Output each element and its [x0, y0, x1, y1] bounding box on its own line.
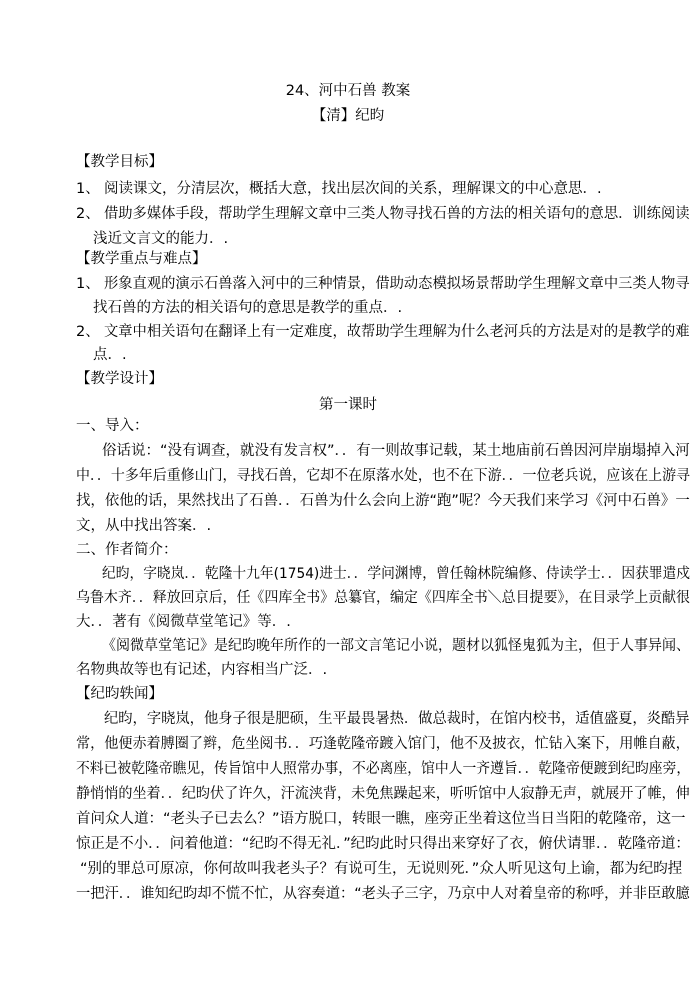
- anecdote-line-2: 常，他便赤着膊圈了辫，危坐阅书．．巧逢乾隆帝踱入馆门，他不及披衣，忙钻入案下，用帷自蔽，: [76, 736, 690, 752]
- keypoints-item-1-text: 形象直观的演示石兽落入河中的三种情景，借助动态模拟场景帮助学生理解文章中三类人物寻: [104, 276, 690, 292]
- anecdote-line-6: 惊正是不小．．问着他道：“纪昀不得无礼．”纪昀此时只得出来穿好了衣，俯伏请罪．．乾隆帝道：: [76, 836, 690, 852]
- goals-item-1-number: 1、: [76, 181, 100, 197]
- keypoints-item-1-continuation: 找石兽的方法的相关语句的意思是教学的重点．.: [93, 300, 403, 316]
- intro-line-1: 俗话说：“没有调查，就没有发言权”．．有一则故事记载，某土地庙前石兽因河岸崩塌掉入河: [102, 443, 690, 459]
- keypoints-item-1-number: 1、: [76, 276, 100, 292]
- anecdote-line-8: 一把汗．．谁知纪昀却不慌不忙，从容奏道：“老头子三字，乃京中人对着皇帝的称呼，并非臣敢臆: [76, 886, 690, 902]
- goals-item-1-text: 阅读课文，分清层次，概括大意，找出层次间的关系，理解课文的中心意思．.: [104, 181, 602, 197]
- keypoints-item-2-number: 2、: [76, 324, 100, 340]
- anecdote-line-4: 静悄悄的坐着．．纪昀伏了许久，汗流浃背，未免焦躁起来，听听馆中人寂静无声，就展开了帷，伸: [76, 786, 690, 802]
- keypoints-item-2-continuation: 点．.: [93, 347, 127, 363]
- keypoints-heading: 【教学重点与难点】: [76, 251, 207, 267]
- design-heading: 【教学设计】: [76, 371, 163, 387]
- author-intro-line-3: 大．．著有《阅微草堂笔记》等．.: [76, 614, 291, 630]
- keypoints-item-2-text: 文章中相关语句在翻译上有一定难度，故帮助学生理解为什么老河兵的方法是对的是教学的难: [104, 324, 690, 340]
- goals-heading: 【教学目标】: [76, 154, 163, 170]
- goals-item-2-number: 2、: [76, 206, 100, 222]
- author-intro-line-2: 乌鲁木齐．．释放回京后，任《四库全书》总纂官，编定《四库全书＼总目提要》，在目录学上贡献很: [76, 590, 691, 606]
- intro-line-3: 找，依他的话，果然找出了石兽．．石兽为什么会向上游“跑”呢？今天我们来学习《河中石兽》一: [76, 493, 690, 509]
- author-intro-heading: 二、作者简介：: [76, 542, 178, 558]
- anecdote-line-5: 首问众人道：“老头子已去么？”语方脱口，转眼一瞧，座旁正坐着这位当日当阳的乾隆帝，这一: [76, 811, 686, 827]
- lesson-title: 第一课时: [319, 397, 377, 413]
- intro-line-2: 中．．十多年后重修山门，寻找石兽，它却不在原落水处，也不在下游．．一位老兵说，应该在上游寻: [76, 468, 691, 484]
- goals-item-2-continuation: 浅近文言文的能力．.: [93, 231, 229, 247]
- anecdote-heading: 【纪昀轶闻】: [76, 686, 163, 702]
- anecdote-line-7: “别的罪总可原凉，你何故叫我老头子？有说可生，无说则死．”众人听见这句上谕，都为纪昀捏: [80, 861, 683, 877]
- intro-line-4: 文，从中找出答案．.: [76, 518, 212, 534]
- author-intro-line-1: 纪昀，字晓岚．．乾隆十九年(1754)进士．．学问渊博，曾任翰林院编修、侍读学士．．因获罪遣戍: [102, 566, 690, 582]
- intro-heading: 一、导入：: [76, 418, 149, 434]
- author-line: 【清】纪昀: [311, 108, 385, 124]
- author-intro-line-5: 名物典故等也有记述，内容相当广泛．.: [76, 662, 328, 678]
- document-title: 24、河中石兽 教案: [285, 83, 411, 99]
- anecdote-line-1: 纪昀，字晓岚，他身子很是肥硕，生平最畏暑热．做总裁时，在馆内校书，适值盛夏，炎酷异: [104, 711, 690, 727]
- anecdote-line-3: 不料已被乾隆帝瞧见，传旨馆中人照常办事，不必离座，馆中人一齐遵旨．．乾隆帝便踱到纪昀座旁，: [76, 761, 691, 777]
- author-intro-line-4: 《阅微草堂笔记》是纪昀晚年所作的一部文言笔记小说，题材以狐怪鬼狐为主，但于人事异闻、: [102, 638, 690, 654]
- goals-item-2-text: 借助多媒体手段，帮助学生理解文章中三类人物寻找石兽的方法的相关语句的意思．训练阅读: [104, 206, 690, 222]
